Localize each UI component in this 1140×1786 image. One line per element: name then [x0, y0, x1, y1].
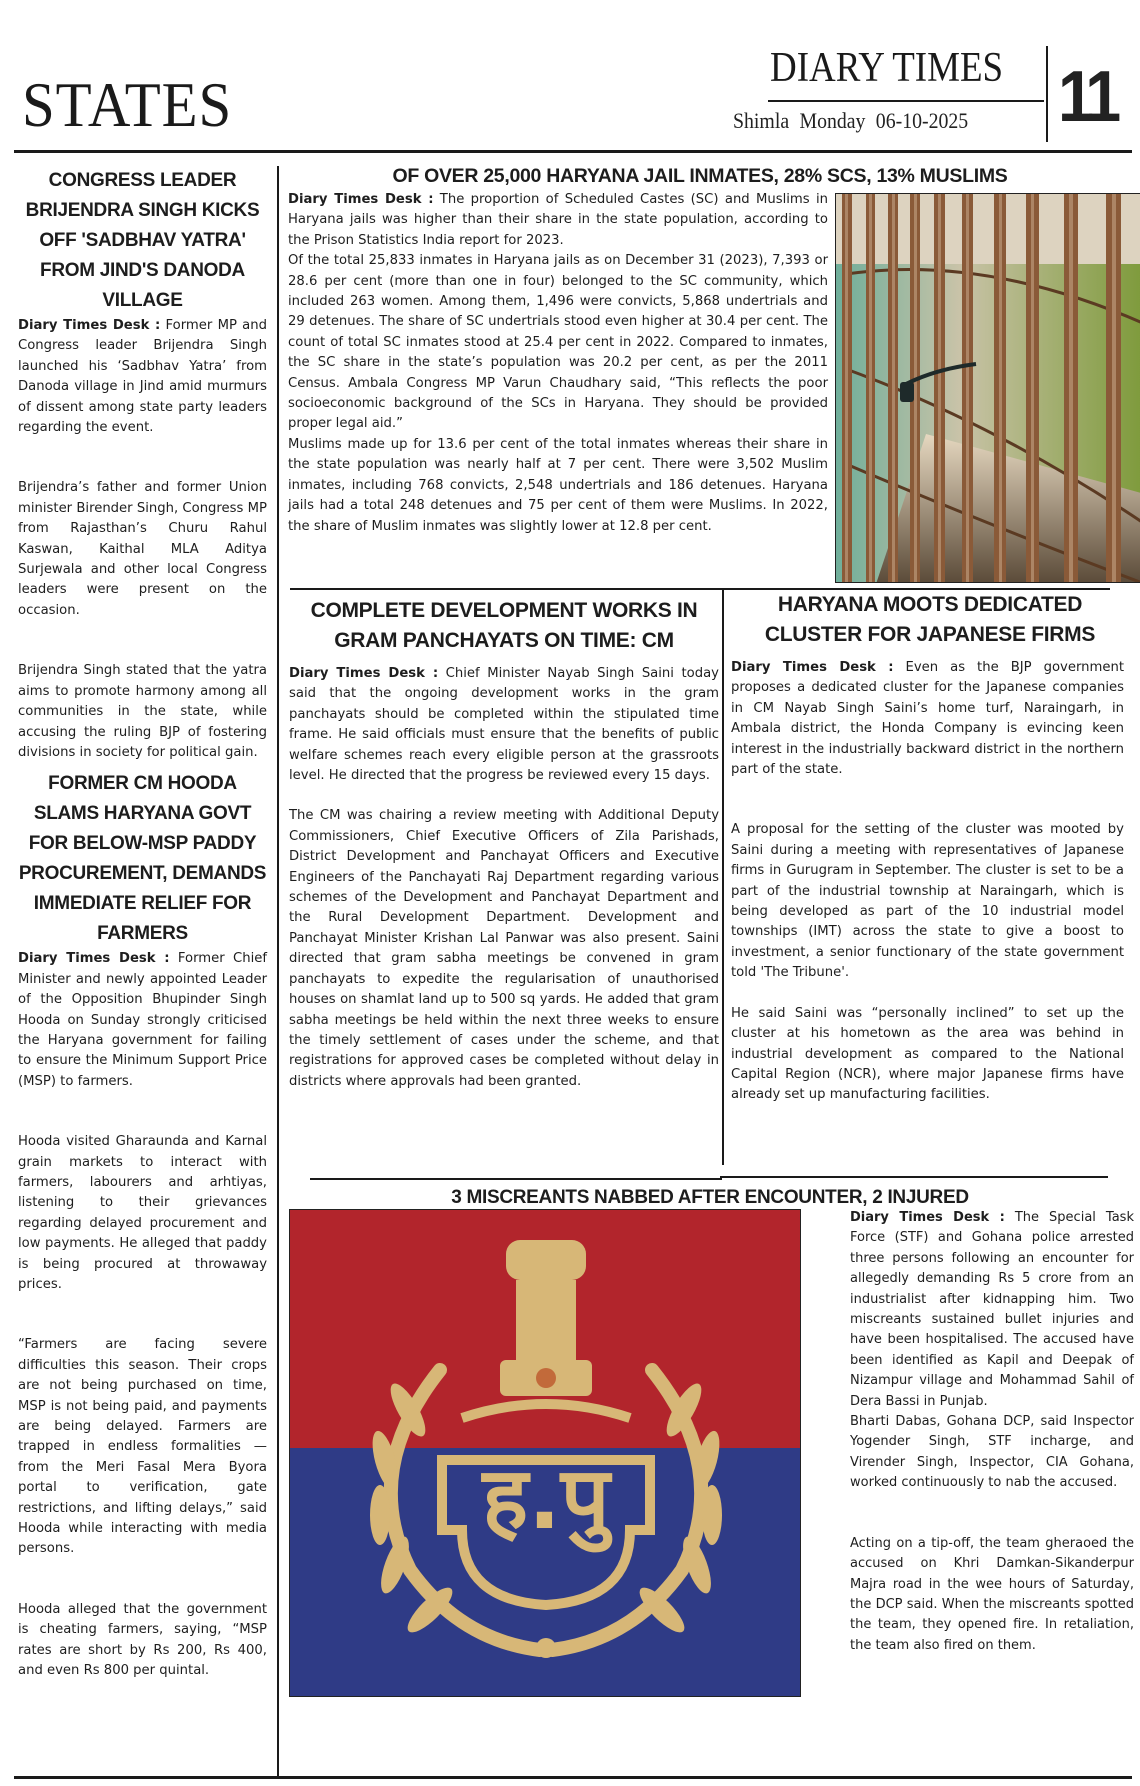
article-headline: FORMER CM HOODA SLAMS HARYANA GOVT FOR BELOW-MSP PADDY PROCUREMENT, DEMANDS IMMEDIATE RELIEF FOR FARMERS — [18, 773, 267, 945]
column-divider — [277, 166, 279, 1779]
article-body: Diary Times Desk : Even as the BJP government proposes a dedicated cluster for the Japanese companies in CM Nayab Singh Saini’s home turf, Naraingarh, in Ambala district, the Honda Company is evincing keen interest in the industrially backward district in the northern part of the state. A proposal for the setting of the cluster was mooted by Saini during a meeting with representatives of Japanese firms in Gurugram in September. The cluster is set to be a part of the industrial township at Naraingarh, which is being developed as part of the 10 industrial model townships (IMT) across the state to give a boost to investment, a senior functionary of the state government told 'The Tribune'. He said Saini was “personally inclined” to set up the cluster at his hometown as the area was behind in industrial development as compared to the National Capital Region (NCR), where major Japanese firms have already set up manufacturing facilities. — [731, 658, 1124, 1106]
article-paragraph: Of the total 25,833 inmates in Haryana jails as on December 31 (2023), 7,393 or 28.6 per cent (more than one in four) belonged to the SC community, which included 263 women. Among them, 1,496 were convicts, 5,868 undertrials and 29 detenues. The share of SC undertrials stood even higher at 30.4 per cent. The count of total SC inmates stood at 25.4 per cent in 2022. Compared to inmates, the SC share in the state’s population was 20.2 per cent, as per the 2011 Census. Ambala Congress MP Varun Chaudhary said, “This reflects the poor socioeconomic background of the SCs in Haryana. They should be provided proper legal aid.” — [288, 253, 828, 432]
jail-bars-icon — [836, 194, 1140, 583]
article-paragraph: Muslims made up for 13.6 per cent of the total inmates whereas their share in the state population was nearly half at 7 per cent. There were 3,502 Muslim inmates, including 768 convicts, 2,548 undertrials and 186 detenues. Haryana jails had a total 248 detenues and 75 per cent of them were Muslims. In 2022, the share of Muslim inmates was slightly lower at 12.8 per cent. — [288, 436, 828, 534]
header-rule — [14, 150, 1132, 153]
dateline — [733, 108, 968, 134]
masthead — [0, 0, 1140, 160]
desk-byline: Diary Times Desk : — [18, 318, 161, 333]
column-divider — [722, 590, 724, 1165]
desk-byline: Diary Times Desk : — [288, 192, 434, 207]
left-column — [18, 166, 267, 1682]
article-paragraph: Hooda alleged that the government is cheating farmers, saying, “MSP rates are short by Rs 200, Rs 400, and even Rs 800 per quintal. — [18, 1601, 267, 1679]
section-rule — [720, 1176, 1108, 1178]
masthead-divider — [1046, 46, 1048, 142]
haryana-police-emblem-photo — [289, 1209, 801, 1697]
article-body: Diary Times Desk : Former MP and Congress leader Brijendra Singh launched his ‘Sadbhav Yatra’ from Danoda village in Jind amid murmurs of dissent among state party leaders regarding the event. Brijendra’s father and former Union minister Birender Singh, Congress MP from Rajasthan’s Churu Rahul Kaswan, Kaithal MLA Aditya Surjewala and other local Congress leaders were present on the occasion. Brijendra Singh stated that the yatra aims to promote harmony among all communities in the state, while accusing the ruling BJP of fostering divisions in society for political gain. — [18, 316, 267, 763]
police-emblem-icon — [290, 1210, 801, 1697]
article-body: Diary Times Desk : Chief Minister Nayab Singh Saini today said that the ongoing development works in the gram panchayats should be completed within the stipulated time frame. He said officials must ensure that the benefits of public welfare schemes reach every eligible person at the grassroots level. He directed that the progress be reviewed every 15 days. The CM was chairing a review meeting with Additional Deputy Commissioners, Chief Executive Officers of Zila Parishads, District Development and Panchayat Officers and Executive Engineers of the Panchayati Raj Department regarding various schemes of the Development and Panchayat Department and the Rural Development Department. Development and Panchayat Minister Krishan Lal Panwar was also present. Saini directed that gram sabha meetings be convened in gram panchayats to expedite the regularisation of unauthorised houses on shamlat land up to 500 sq yards. He added that gram sabha meetings be held within the next three weeks to ensure the timely settlement of cases under the scheme, and that registrations for approved cases be completed without delay in districts where approvals had been granted. — [289, 664, 719, 1092]
article-hooda — [18, 769, 267, 1681]
dateline-day: Monday — [799, 108, 866, 133]
article-body: Diary Times Desk : Former Chief Minister and newly appointed Leader of the Opposition Bhupinder Singh Hooda on Sunday strongly criticised the Haryana government for failing to ensure the Minimum Support Price (MSP) to farmers. Hooda visited Gharaunda and Karnal grain markets to interact with farmers, labourers and arhtiyas, listening to their grievances regarding delayed procurement and low payments. He alleged that paddy is being procured at throwaway prices. “Farmers are facing severe difficulties this season. Their crops are not being purchased on time, MSP is not being paid, and payments are being delayed. Farmers are trapped in endless formalities — from the Meri Fasal Mera Byora portal to verification, gate restrictions, and lifting delays,” said Hooda while interacting with media persons. Hooda alleged that the government is cheating farmers, saying, “MSP rates are short by Rs 200, Rs 400, and even Rs 800 per quintal. — [18, 949, 267, 1681]
masthead-rule — [768, 100, 1044, 102]
jail-bars-photo — [835, 193, 1140, 583]
article-body: Diary Times Desk : The Special Task Force (STF) and Gohana police arrested three persons following an encounter for allegedly demanding Rs 5 crore from an industrialist after kidnapping him. Two miscreants sustained bullet injuries and have been hospitalised. The accused have been identified as Kapil and Deepak of Nizampur village and Mohammad Sahil of Dera Bassi in Punjab. Bharti Dabas, Gohana DCP, said Inspector Yogender Singh, STF incharge, and Virender Singh, Inspector, CIA Gohana, worked continuously to nab the accused. Acting on a tip-off, the team gheraoed the accused on Khri Damkan-Sikanderpur Majra road in the wee hours of Saturday, the DCP said. When the miscreants spotted the team, they opened fire. In retaliation, the team also fired on them. — [850, 1208, 1134, 1656]
page-number: 11 — [1058, 57, 1116, 137]
article-headline: COMPLETE DEVELOPMENT WORKS IN GRAM PANCHAYATS ON TIME: CM — [310, 599, 698, 652]
article-paragraph: Hooda visited Gharaunda and Karnal grain markets to interact with farmers, labourers and arhtiyas, listening to their grievances regarding delayed procurement and low payments. He alleged that paddy is being procured at throwaway prices. — [18, 1134, 267, 1292]
article-sadbhav — [18, 166, 267, 763]
article-body: Diary Times Desk : The proportion of Scheduled Castes (SC) and Muslims in Haryana jails was higher than their share in the state population, according to the Prison Statistics India report for 2023. Of the total 25,833 inmates in Haryana jails as on December 31 (2023), 7,393 or 28.6 per cent (more than one in four) belonged to the SC community, which included 263 women. Among them, 1,496 were convicts, 5,868 undertrials and 29 detenues. The share of SC undertrials stood even higher at 30.4 per cent. The count of total SC inmates stood at 25.4 per cent in 2022. Compared to inmates, the SC share in the state’s population was 20.2 per cent, as per the 2011 Census. Ambala Congress MP Varun Chaudhary said, “This reflects the poor socioeconomic background of the SCs in Haryana. They should be provided proper legal aid.” Muslims made up for 13.6 per cent of the total inmates whereas their share in the state population was nearly half at 7 per cent. There were 3,502 Muslim inmates, including 768 convicts, 2,548 undertrials and 186 detenues. Haryana jails had a total 248 detenues and 75 per cent of them were Muslims. In 2022, the share of Muslim inmates was slightly lower at 12.8 per cent. — [288, 190, 828, 537]
section-title: STATES — [22, 69, 233, 140]
article-headline: OF OVER 25,000 HARYANA JAIL INMATES, 28% SCS, 13% MUSLIMS — [392, 165, 1008, 187]
article-paragraph: “Farmers are facing severe difficulties this season. Their crops are not being purchased on time, MSP is not being paid, and payments are being delayed. Farmers are trapped in endless formalities — from the Meri Fasal Mera Byora portal to verification, gate restrictions, and lifting delays,” said Hooda while interacting with media persons. — [18, 1337, 267, 1557]
article-paragraph: Brijendra’s father and former Union minister Birender Singh, Congress MP from Rajasthan’s Churu Rahul Kaswan, Kaithal MLA Aditya Surjewala and other local Congress leaders were present on the occasion. — [18, 480, 267, 618]
section-rule — [310, 1178, 722, 1180]
article-paragraph: Bharti Dabas, Gohana DCP, said Inspector Yogender Singh, STF incharge, and Virender Singh, Inspector, CIA Gohana, worked continuously to nab the accused. — [850, 1414, 1134, 1491]
emblem-text: ह.पु — [482, 1449, 610, 1549]
desk-byline: Diary Times Desk : — [289, 666, 439, 681]
dateline-date: 06-10-2025 — [875, 108, 969, 133]
desk-byline: Diary Times Desk : — [850, 1210, 1005, 1225]
newspaper-name: DIARY TIMES — [770, 45, 1004, 91]
article-headline: HARYANA MOOTS DEDICATED CLUSTER FOR JAPANESE FIRMS — [764, 593, 1096, 646]
article-paragraph: Acting on a tip-off, the team gheraoed the accused on Khri Damkan-Sikanderpur Majra road in the wee hours of Saturday, the DCP said. When the miscreants spotted the team, they opened fire. In retaliation, the team also fired on them. — [850, 1535, 1134, 1653]
desk-byline: Diary Times Desk : — [18, 951, 170, 967]
article-paragraph: The CM was chairing a review meeting with Additional Deputy Commissioners, Chief Executive Officers of Zila Parishads, District Development and Panchayat Officers and Executive Engineers of the Panchayati Raj Department regarding various schemes of the Development and Panchayat Department and the Rural Development Department. Development and Panchayat Minister Krishan Lal Panwar was also present. Saini directed that gram sabha meetings be convened in gram panchayats to expedite the regularisation of unauthorised houses on shamlat land up to 500 sq yards. He added that gram sabha meetings be held within the next three weeks to ensure the timely settlement of cases under the scheme, and that registrations for approved cases be completed without delay in districts where approvals had been granted. — [289, 808, 719, 1089]
article-headline: CONGRESS LEADER BRIJENDRA SINGH KICKS OFF 'SADBHAV YATRA' FROM JIND'S DANODA VILLAGE — [25, 170, 260, 311]
article-paragraph: A proposal for the setting of the cluster was mooted by Saini during a meeting with representatives of Japanese firms in Gurugram in September. The cluster is set to be a part of the industrial township at Naraingarh, which is being developed as part of the 10 industrial model townships (IMT) across the state to give a boost to investment, a senior functionary of the state government told 'The Tribune'. — [731, 822, 1124, 981]
article-headline: 3 MISCREANTS NABBED AFTER ENCOUNTER, 2 INJURED — [451, 1187, 969, 1208]
article-paragraph: Brijendra Singh stated that the yatra aims to promote harmony among all communities in the state, while accusing the ruling BJP of fostering divisions in society for political gain. — [18, 663, 267, 760]
desk-byline: Diary Times Desk : — [731, 660, 894, 675]
dateline-city: Shimla — [733, 108, 790, 133]
article-paragraph: He said Saini was “personally inclined” to set up the cluster at his hometown as the area was behind in industrial development as compared to the National Capital Region (NCR), where major Japanese firms have already set up manufacturing facilities. — [731, 1005, 1124, 1103]
footer-rule — [14, 1776, 1132, 1779]
